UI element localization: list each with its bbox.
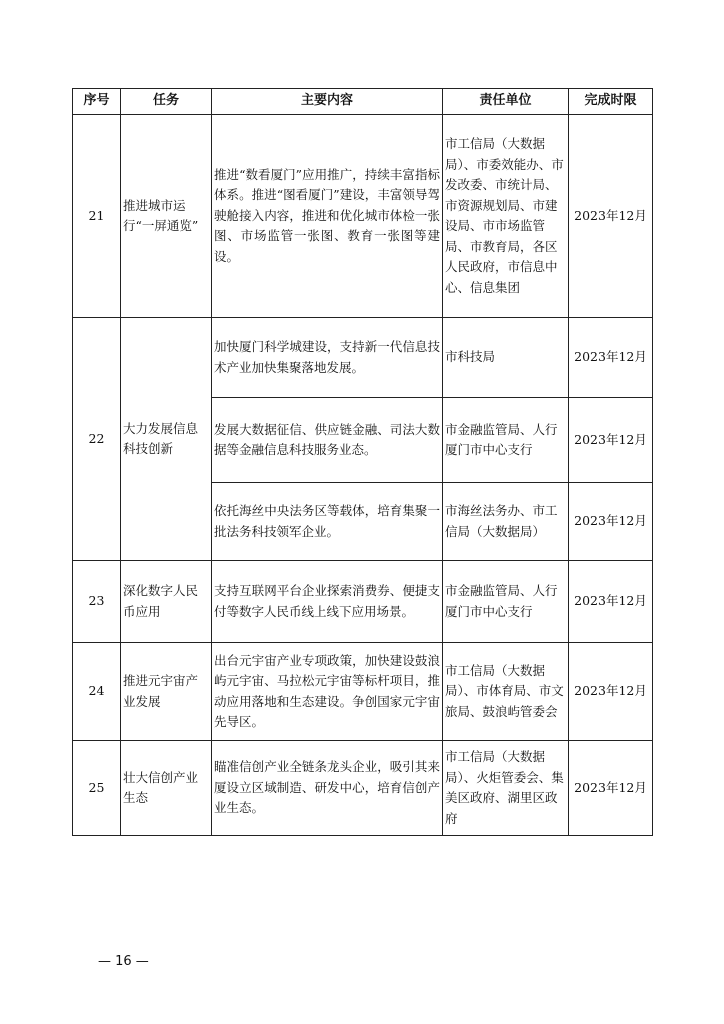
- row-content: 支持互联网平台企业探索消费券、便捷支付等数字人民币线上线下应用场景。: [212, 561, 443, 643]
- row-task: 大力发展信息科技创新: [121, 318, 212, 561]
- row-task: 壮大信创产业生态: [121, 741, 212, 836]
- header-content: 主要内容: [212, 89, 443, 115]
- row-serial: 25: [73, 741, 121, 836]
- header-task: 任务: [121, 89, 212, 115]
- row-content: 依托海丝中央法务区等载体，培育集聚一批法务科技领军企业。: [212, 483, 443, 561]
- table-row: [73, 643, 653, 741]
- row-unit: 市金融监管局、人行厦门市中心支行: [443, 561, 569, 643]
- table-header-row: [73, 89, 653, 115]
- table-row: [73, 561, 653, 643]
- header-deadline: 完成时限: [569, 89, 653, 115]
- table-row: [73, 318, 653, 398]
- row-deadline: 2023年12月: [569, 561, 653, 643]
- row-unit: 市工信局（大数据局）、市体育局、市文旅局、鼓浪屿管委会: [443, 643, 569, 741]
- row-content: 出台元宇宙产业专项政策，加快建设鼓浪屿元宇宙、马拉松元宇宙等标杆项目，推动应用落地和生态建设。争创国家元宇宙先导区。: [212, 643, 443, 741]
- row-deadline: 2023年12月: [569, 643, 653, 741]
- row-content: 发展大数据征信、供应链金融、司法大数据等金融信息科技服务业态。: [212, 398, 443, 483]
- row-serial: 22: [73, 318, 121, 561]
- task-table: [72, 88, 653, 836]
- table-row: [73, 115, 653, 318]
- row-task: 推进元宇宙产业发展: [121, 643, 212, 741]
- page-number: — 16 —: [98, 954, 149, 969]
- row-serial: 21: [73, 115, 121, 318]
- row-deadline: 2023年12月: [569, 398, 653, 483]
- row-deadline: 2023年12月: [569, 318, 653, 398]
- row-task: 深化数字人民币应用: [121, 561, 212, 643]
- row-unit: 市金融监管局、人行厦门市中心支行: [443, 398, 569, 483]
- table-row: [73, 741, 653, 836]
- row-deadline: 2023年12月: [569, 483, 653, 561]
- row-serial: 23: [73, 561, 121, 643]
- row-unit: 市海丝法务办、市工信局（大数据局）: [443, 483, 569, 561]
- row-deadline: 2023年12月: [569, 741, 653, 836]
- row-content: 推进“数看厦门”应用推广，持续丰富指标体系。推进“图看厦门”建设，丰富领导驾驶舱接入内容，推进和优化城市体检一张图、市场监管一张图、教育一张图等建设。: [212, 115, 443, 318]
- row-unit: 市科技局: [443, 318, 569, 398]
- row-serial: 24: [73, 643, 121, 741]
- row-unit: 市工信局（大数据局）、市委效能办、市发改委、市统计局、市资源规划局、市建设局、市市场监管局、市教育局，各区人民政府，市信息中心、信息集团: [443, 115, 569, 318]
- row-content: 瞄准信创产业全链条龙头企业，吸引其来厦设立区域制造、研发中心，培育信创产业生态。: [212, 741, 443, 836]
- row-content: 加快厦门科学城建设，支持新一代信息技术产业加快集聚落地发展。: [212, 318, 443, 398]
- header-unit: 责任单位: [443, 89, 569, 115]
- row-unit: 市工信局（大数据局）、火炬管委会、集美区政府、湖里区政府: [443, 741, 569, 836]
- row-deadline: 2023年12月: [569, 115, 653, 318]
- header-serial: 序号: [73, 89, 121, 115]
- row-task: 推进城市运行“一屏通览”: [121, 115, 212, 318]
